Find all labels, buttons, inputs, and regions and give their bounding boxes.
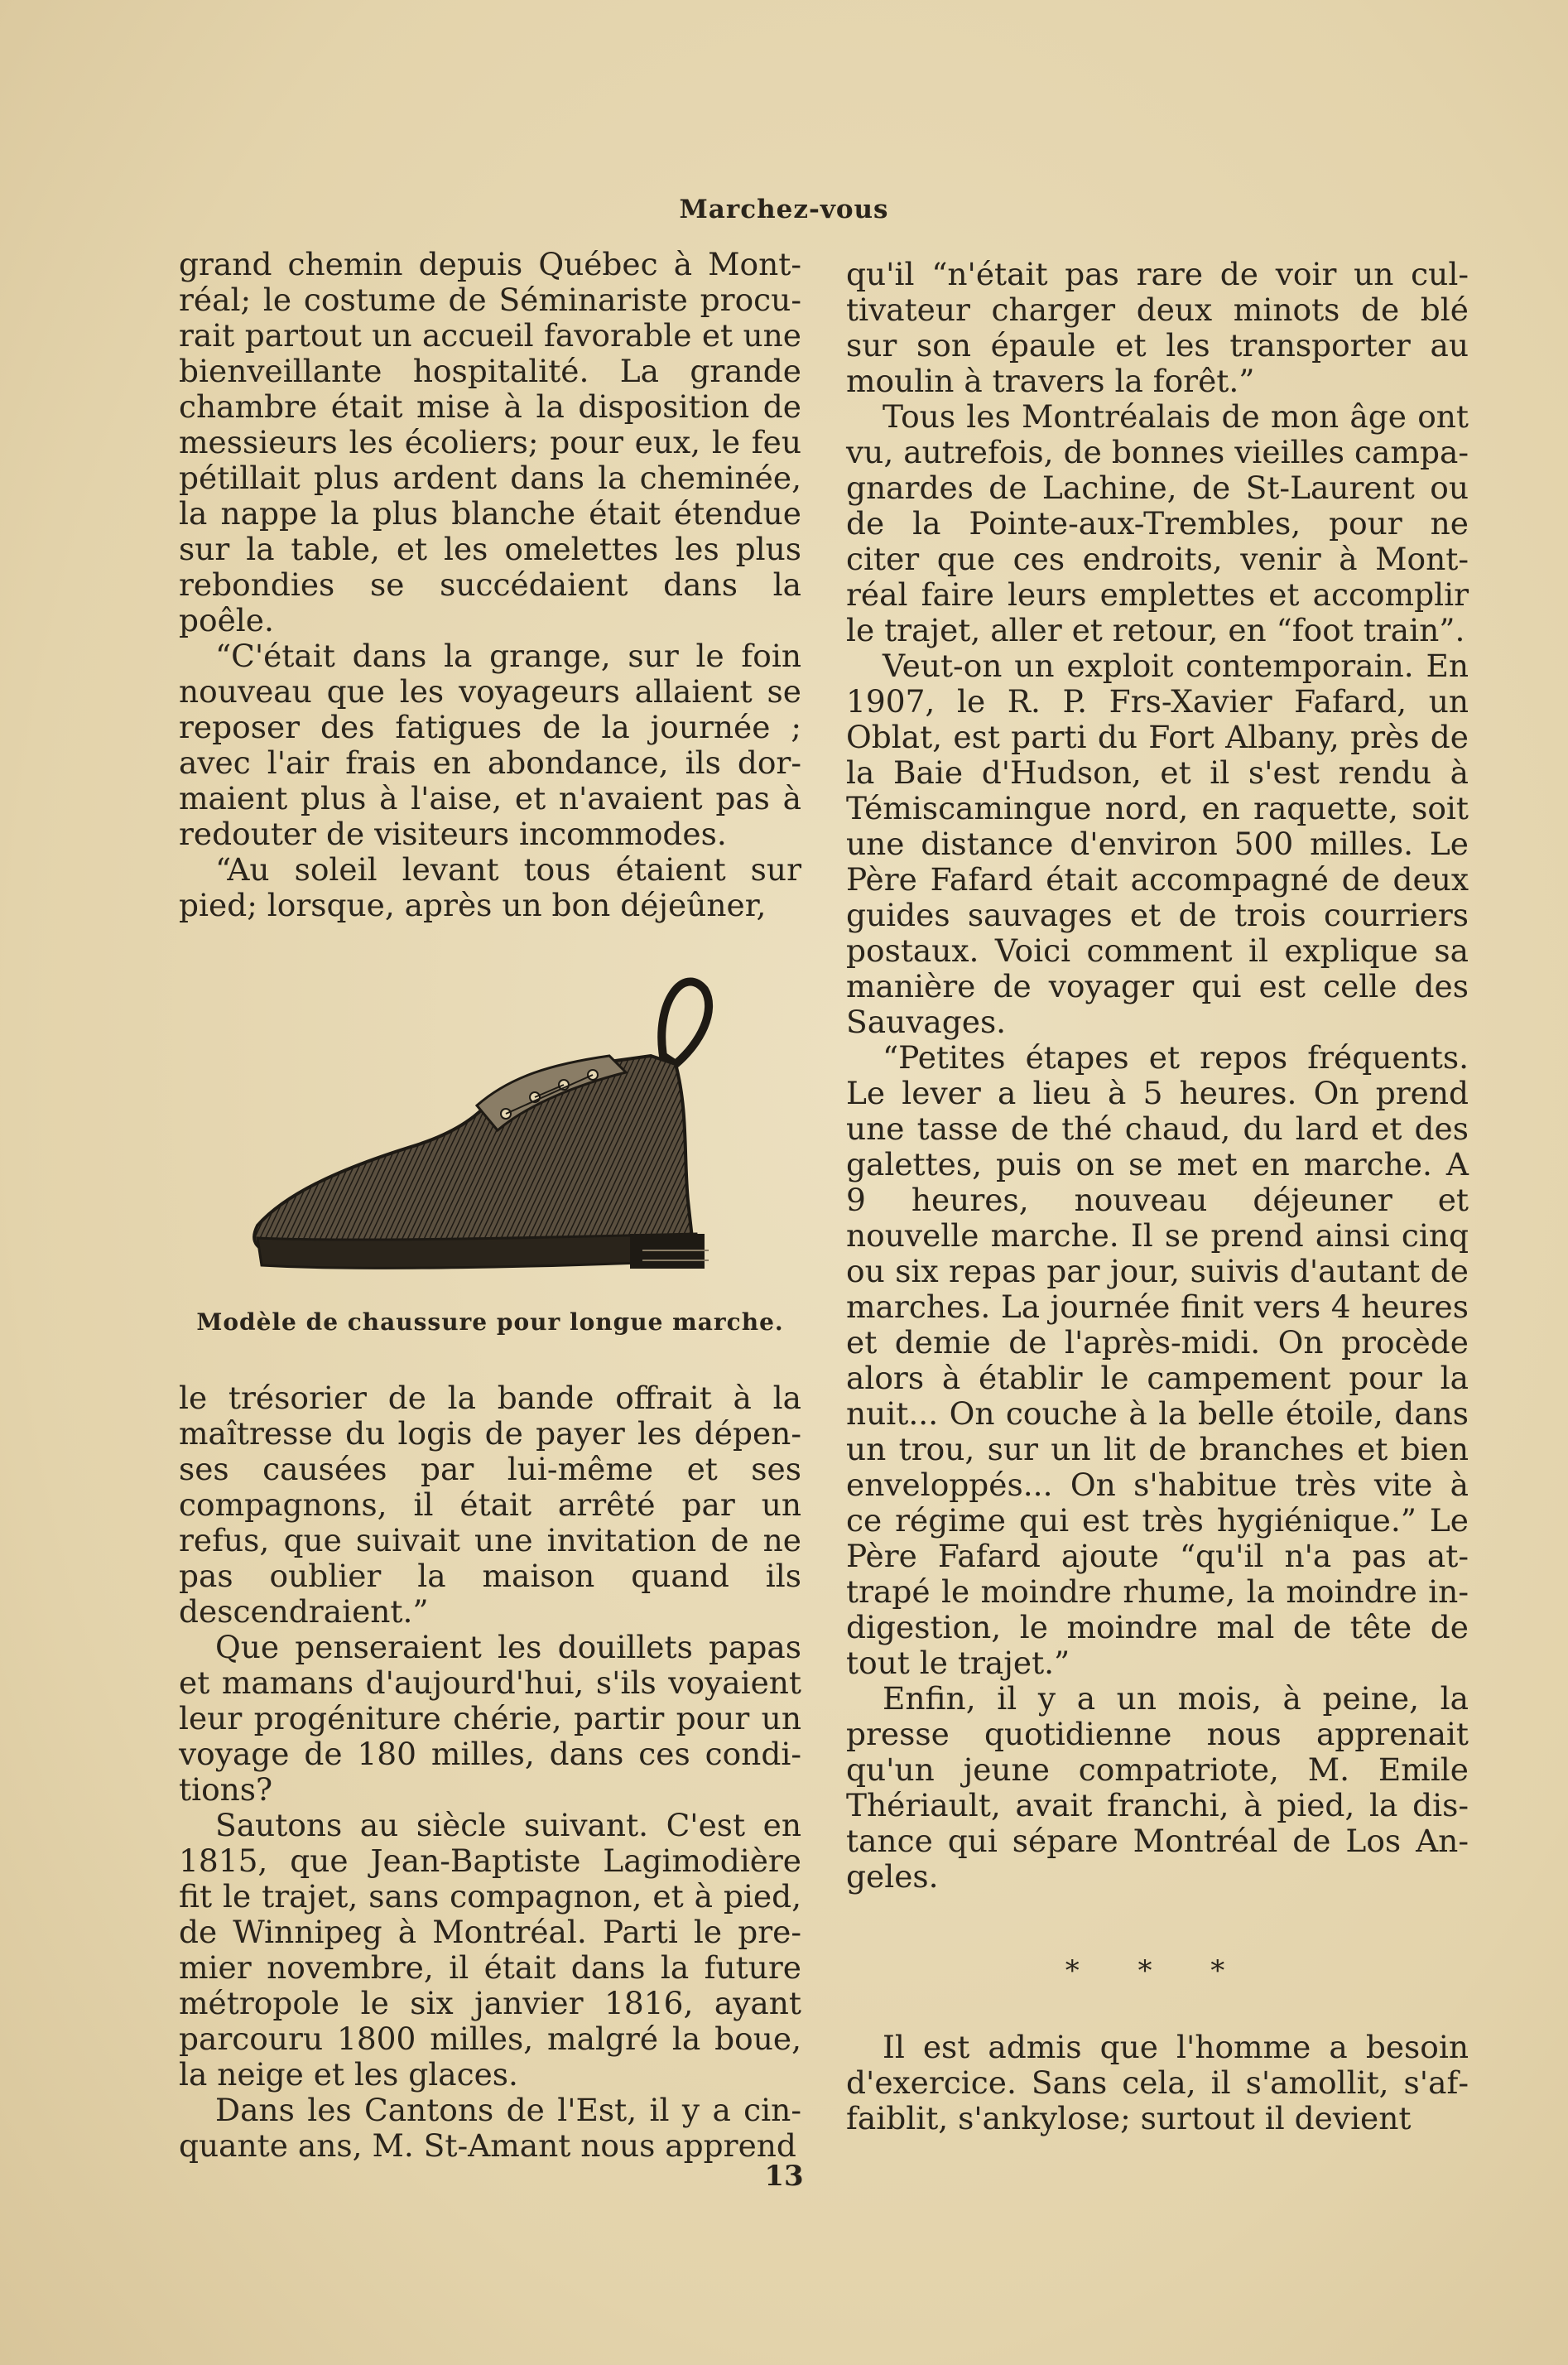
paragraph: Il est admis que l'homme a besoin d'exercice. Sans cela, il s'amollit, s'affaiblit, s'ankylose; surtout il devient [846,2029,1469,2136]
paragraph: “C'était dans la grange, sur le foin nouveau que les voyageurs allaient se reposer des fatigues de la journée ; avec l'air frais en abondance, ils dormaient plus à l'aise, et n'avaient pas à redouter de visiteurs incommodes. [179,638,801,852]
paragraph: “Petites étapes et repos fréquents. Le lever a lieu à 5 heures. On prend une tasse de thé chaud, du lard et des galettes, puis on se met en marche. A 9 heures, nouveau déjeuner et nouvelle marche. Il se prend ainsi cinq ou six repas par jour, suivis d'autant de marches. La journée finit vers 4 heures et demie de l'après-midi. On procède alors à établir le campement pour la nuit... On couche à la belle étoile, dans un trou, sur un lit de branches et bien enveloppés... On s'habitue très vite à ce régime qui est très hygiénique.” Le Père Fafard ajoute “qu'il n'a pas attrapé le moindre rhume, la moindre indigestion, le moindre mal de tête de tout le trajet.” [846,1039,1469,1681]
paragraph: Tous les Montréalais de mon âge ont vu, autrefois, de bonnes vieilles campagnardes de Lachine, de St-Laurent ou de la Pointe-aux-Trembles, pour ne citer que ces endroits, venir à Montréal faire leurs emplettes et accomplir le trajet, aller et retour, en “foot train”. [846,398,1469,648]
left-column-bottom [179,1380,801,2164]
boot-icon [179,952,801,1308]
boot-illustration [179,952,801,1308]
paragraph: qu'il “n'était pas rare de voir un cultivateur charger deux minots de blé sur son épaule et les transporter au moulin à travers la forêt.” [846,256,1469,399]
paragraph: grand chemin depuis Québec à Montréal; le costume de Séminariste procurait partout un accueil favorable et une bienveillante hospitalité. La grande chambre était mise à la disposition de messieurs les écoliers; pour eux, le feu pétillait plus ardent dans la cheminée, la nappe la plus blanche était étendue sur la table, et les omelettes les plus rebondies se succédaient dans la poêle. [179,246,801,638]
figure-caption: Modèle de chaussure pour longue marche. [196,1308,784,1336]
paragraph: “Au soleil levant tous étaient sur pied; lorsque, après un bon déjeûner, [179,851,801,923]
left-column-top [179,247,801,923]
page-number: 13 [764,2160,804,2193]
paragraph: Sautons au siècle suivant. C'est en 1815, que Jean-Baptiste Lagimodière fit le trajet, sans compagnon, et à pied, de Winnipeg à Montréal. Parti le premier novembre, il était dans la future métropole le six janvier 1816, ayant parcouru 1800 milles, malgré la boue, la neige et les glaces. [179,1807,801,2093]
paragraph: Dans les Cantons de l'Est, il y a cinquante ans, M. St-Amant nous apprend [179,2092,801,2164]
right-column-closing [846,2030,1469,2136]
paragraph: Que penseraient les douillets papas et mamans d'aujourd'hui, s'ils voyaient leur progéniture chérie, partir pour un voyage de 180 milles, dans ces conditions? [179,1629,801,1808]
right-column [846,257,1469,1895]
paragraph: Enfin, il y a un mois, à peine, la presse quotidienne nous apprenait qu'un jeune compatriote, M. Emile Thériault, avait franchi, à pied, la distance qui sépare Montréal de Los Angeles. [846,1680,1469,1895]
paragraph: le trésorier de la bande offrait à la maîtresse du logis de payer les dépenses causées par lui-même et ses compagnons, il était arrêté par un refus, que suivait une invitation de ne pas oublier la maison quand ils descendraient.” [179,1380,801,1630]
running-title: Marchez-vous [679,195,889,224]
section-separator: * * * [1065,1954,1250,1987]
paragraph: Veut-on un exploit contemporain. En 1907, le R. P. Frs-Xavier Fafard, un Oblat, est parti du Fort Albany, près de la Baie d'Hudson, et il s'est rendu à Témiscamingue nord, en raquette, soit une distance d'environ 500 milles. Le Père Fafard était accompagné de deux guides sauvages et de trois courriers postaux. Voici comment il explique sa manière de voyager qui est celle des Sauvages. [846,648,1469,1040]
